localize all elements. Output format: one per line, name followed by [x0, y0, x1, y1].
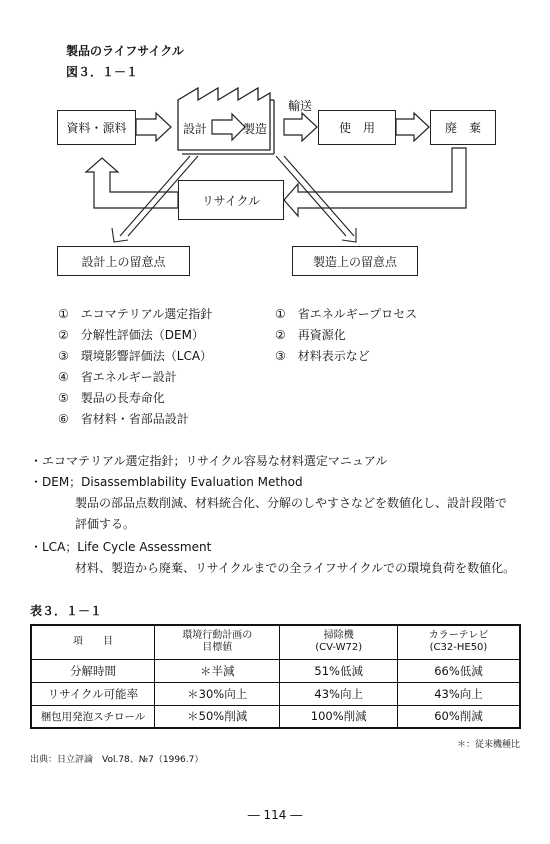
- table-header: 項 目: [31, 625, 154, 659]
- table-row: 梱包用発泡スチロール ＊50%削減 100%削減 60%削減: [31, 705, 520, 728]
- arrow-recycle-to-materials: [86, 158, 178, 208]
- list-item: ④ 省エネルギー設計: [58, 370, 177, 384]
- list-item: ② 分解性評価法（DEM）: [58, 328, 204, 342]
- list-item: ⑤ 製品の長寿命化: [58, 391, 165, 405]
- comparison-table: [30, 624, 521, 729]
- note-dem-title: ・DEM；Disassemblability Evaluation Method: [30, 475, 303, 489]
- design-points-box: 設計上の留意点: [57, 246, 190, 276]
- note-lca-body: 材料、製造から廃棄、リサイクルまでの全ライフサイクルでの環境負荷を数値化。: [75, 561, 516, 575]
- table-header-row: [31, 625, 520, 659]
- arrow-materials-to-design: [136, 113, 171, 141]
- design-label: 設計: [183, 122, 208, 136]
- list-item: ③ 環境影響評価法（LCA）: [58, 349, 213, 363]
- source-citation: 出典：日立評論 Vol.78、№7（1996.7）: [30, 755, 204, 765]
- figure-label: 図３．１－１: [66, 65, 139, 79]
- materials-box: 資料・源料: [57, 110, 136, 145]
- manufacturing-points-box: 製造上の留意点: [292, 246, 418, 276]
- page-title: 製品のライフサイクル: [66, 44, 184, 58]
- arrow-use-to-disposal: [396, 113, 429, 141]
- arrow-manufacturing-to-use: [284, 113, 317, 141]
- list-item: ② 再資源化: [275, 328, 346, 342]
- table-header: 掃除機 (CV-W72): [280, 625, 398, 659]
- table-header: カラーテレビ (C32-HE50): [397, 625, 520, 659]
- list-item: ③ 材料表示など: [275, 349, 370, 363]
- table-label: 表３．１－１: [30, 604, 103, 618]
- note-lca-title: ・LCA；Life Cycle Assessment: [30, 540, 212, 554]
- table-row: 分解時間 ＊半減 51%低減 66%低減: [31, 659, 520, 682]
- manufacturing-list: [275, 304, 417, 367]
- note-eco: ・エコマテリアル選定指針；リサイクル容易な材料選定マニュアル: [30, 454, 388, 468]
- disposal-box: 廃 棄: [430, 110, 496, 145]
- arrow-disposal-to-recycle: [284, 148, 466, 216]
- page-number: ― 114 ―: [247, 808, 303, 822]
- list-item: ① 省エネルギープロセス: [275, 307, 418, 321]
- manufacturing-label: 製造: [243, 122, 268, 136]
- table-header: 環境行動計画の 目標値: [154, 625, 279, 659]
- list-item: ⑥ 省材料・省部品設計: [58, 412, 189, 426]
- note-dem-body-2: 評価する。: [75, 517, 136, 531]
- table-row: リサイクル可能率 ＊30%向上 43%向上 43%向上: [31, 682, 520, 705]
- design-list: [58, 304, 212, 430]
- table-footnote: ＊：従来機種比: [456, 740, 520, 750]
- use-box: 使 用: [318, 110, 396, 145]
- list-item: ① エコマテリアル選定指針: [58, 307, 213, 321]
- note-dem-body-1: 製品の部品点数削減、材料統合化、分解のしやすさなどを数値化し、設計段階で: [75, 496, 508, 510]
- transport-label: 輸送: [288, 99, 313, 113]
- recycle-box: リサイクル: [178, 180, 284, 220]
